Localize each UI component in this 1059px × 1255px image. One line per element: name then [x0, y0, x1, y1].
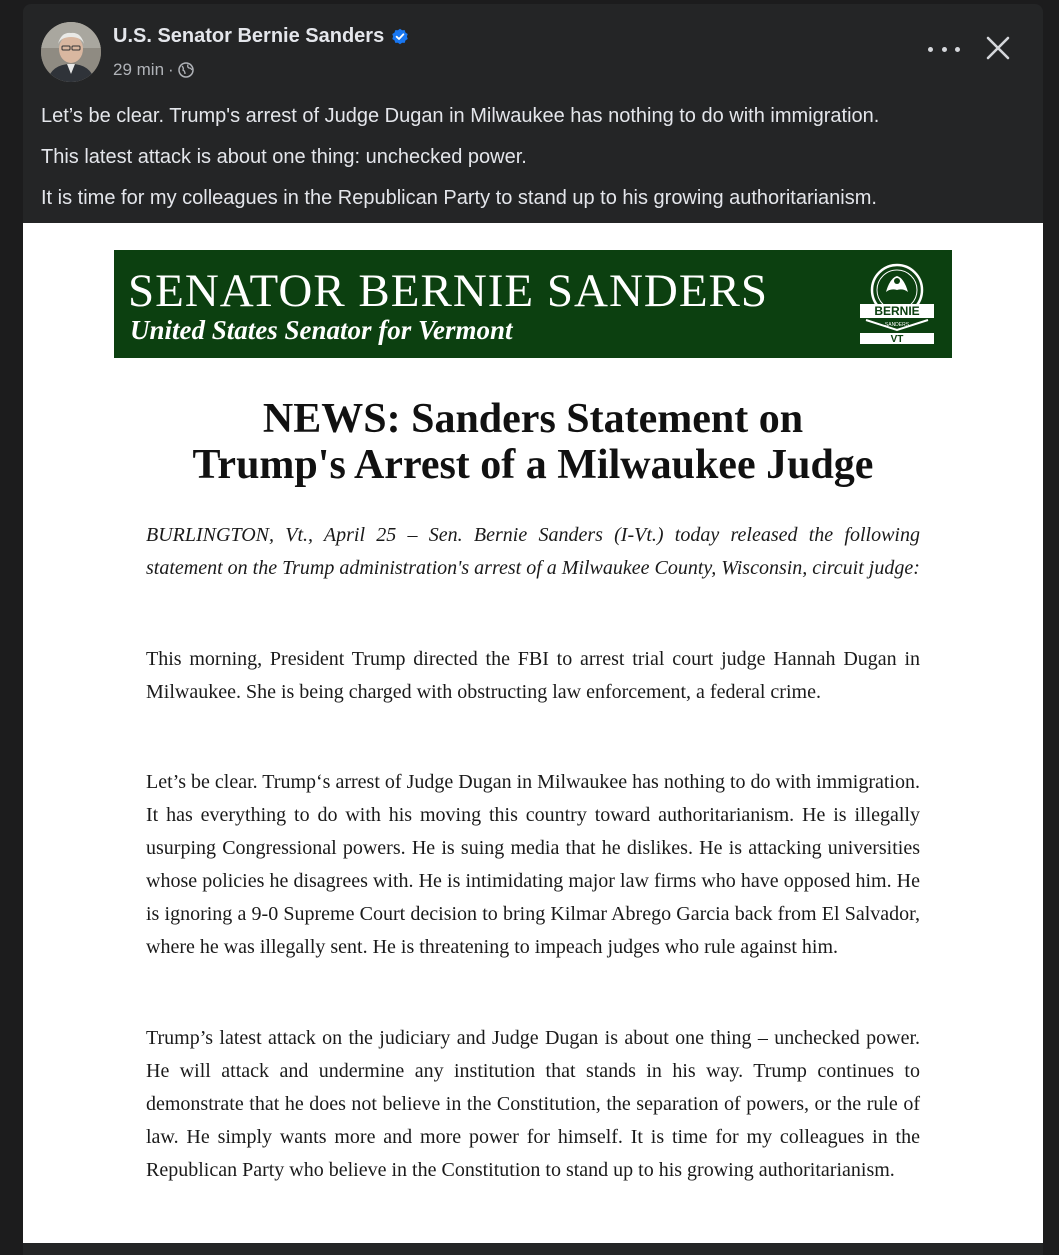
more-options-icon[interactable]	[928, 38, 960, 60]
globe-icon[interactable]	[178, 62, 194, 78]
letterhead-banner	[114, 250, 952, 358]
avatar[interactable]	[41, 22, 101, 82]
seal-logo-icon	[856, 260, 938, 352]
statement-paragraph: Let’s be clear. Trump‘s arrest of Judge Dugan in Milwaukee has nothing to do with immigration. It has everything to do with his moving this country toward authoritarianism. He is illegally usurping Congressional powers. He is suing media that he dislikes. He is attacking universities whose policies he disagrees with. He is intimidating major law firms who have opposed him. He is ignoring a 9-0 Supreme Court decision to bring Kilmar Abrego Garcia back from El Salvador, where he was illegally sent. He is threatening to impeach judges who rule against him.	[146, 771, 920, 958]
statement-paragraph: Trump’s latest attack on the judiciary and Judge Dugan is about one thing – unchecked power. He will attack and undermine any institution that stands in his way. Trump continues to demonstrate that he does not believe in the Constitution, the separation of powers, or the rule of law. He simply wants more and more power for himself. It is time for my colleagues in the Republican Party who believe in the Constitution to stand up to his growing authoritarianism.	[146, 1027, 920, 1181]
post-meta	[113, 60, 194, 80]
facebook-post	[23, 4, 1043, 1255]
author-name-text[interactable]: U.S. Senator Bernie Sanders	[113, 25, 385, 47]
close-icon[interactable]	[984, 34, 1012, 62]
post-text	[41, 96, 1031, 219]
meta-separator: ·	[168, 60, 174, 79]
seal-text-top: BERNIE	[874, 304, 920, 318]
post-time[interactable]: 29 min	[113, 60, 165, 79]
dateline: BURLINGTON, Vt., April 25 – Sen. Bernie Sanders (I-Vt.) today released the following statement on the Trump administration's arrest of a Milwaukee County, Wisconsin, circuit judge:	[146, 524, 920, 579]
verified-badge-icon	[391, 28, 409, 46]
press-release-image[interactable]	[23, 223, 1043, 1243]
headline	[23, 396, 1043, 488]
statement-paragraph: This morning, President Trump directed the FBI to arrest trial court judge Hannah Dugan in Milwaukee. She is being charged with obstructing law enforcement, a federal crime.	[146, 648, 920, 703]
post-text-line: This latest attack is about one thing: unchecked power.	[41, 146, 527, 168]
author-name[interactable]	[113, 25, 409, 48]
post-text-line: It is time for my colleagues in the Republican Party to stand up to his growing authoritarianism.	[41, 187, 877, 209]
avatar-photo	[41, 22, 101, 82]
headline-line: NEWS: Sanders Statement on	[262, 396, 804, 442]
letterhead-title: SENATOR BERNIE SANDERS	[128, 265, 769, 317]
headline-line: Trump's Arrest of a Milwaukee Judge	[192, 442, 874, 488]
seal-text-bottom: VT	[890, 334, 904, 345]
post-text-line: Let’s be clear. Trump's arrest of Judge Dugan in Milwaukee has nothing to do with immigration.	[41, 105, 880, 127]
seal-text-mid: SANDERS	[884, 322, 910, 328]
letterhead-subtitle: United States Senator for Vermont	[130, 315, 513, 345]
